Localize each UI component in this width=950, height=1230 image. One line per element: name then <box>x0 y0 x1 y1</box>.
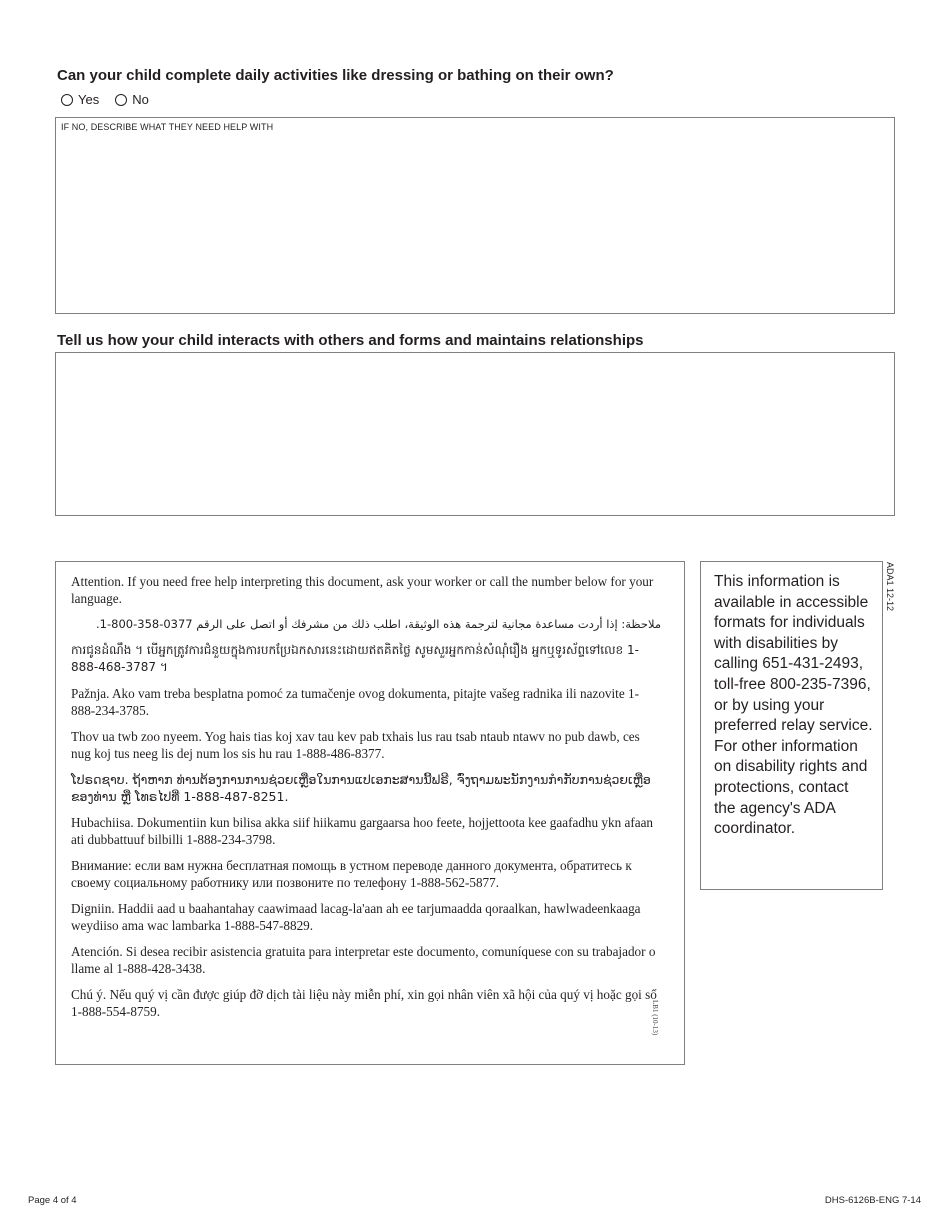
ada-notice-text: This information is available in accessible formats for individuals with disabilities by calling 651-431-2493, toll-free 800-235-7396, or by using your preferred relay service. For other information on disability rights and protections, contact the agency's ADA coordinator. <box>714 573 873 838</box>
radio-yes-label: Yes <box>78 92 100 107</box>
ada-notice <box>700 561 883 890</box>
relationships-field[interactable] <box>55 352 895 516</box>
notice-arabic: ملاحظة: إذا أردت مساعدة مجانية لترجمة هذه الوثيقة، اطلب ذلك من مشرفك أو اتصل على الرقم 0377-358-800-1. <box>96 617 661 631</box>
ada-notice-code: ADA1 12-12 <box>885 562 895 612</box>
help-description-label: IF NO, DESCRIBE WHAT THEY NEED HELP WITH <box>61 122 274 132</box>
help-description-field[interactable] <box>55 117 895 314</box>
notice-khmer: ការជូនដំណឹង ។ បើអ្នកត្រូវការជំនួយក្នុងការបកប្រែឯកសារនេះដោយឥតគិតថ្លៃ សូមសួរអ្នកកាន់សំណុំរឿង អ្នកឬទូរស័ព្ទទៅលេខ 1-888-468-3787 ។ <box>71 643 639 674</box>
form-id: DHS-6126B-ENG 7-14 <box>824 1195 921 1206</box>
notice-somali: Digniin. Haddii aad u baahantahay caawimaad lacag-la'aan ah ee tarjumaadda qoraalkan, hawlwadeenkaaga weydiiso ama wac lambarka 1-888-547-8829. <box>71 901 641 933</box>
page-number: Page 4 of 4 <box>28 1195 77 1206</box>
language-assistance-notice <box>55 561 685 1065</box>
notice-hmong: Thov ua twb zoo nyeem. Yog hais tias koj xav tau kev pab txhais lus rau tsab ntaub ntawv no pub dawb, ces nug koj tus neeg lis dej num los sis hu rau 1-888-486-8377. <box>71 729 640 761</box>
language-notice-form-code: LB1 (10-13) <box>651 1000 659 1036</box>
radio-circle-icon[interactable] <box>61 94 73 106</box>
notice-bosnian: Pažnja. Ako vam treba besplatna pomoć za tumačenje ovog dokumenta, pitajte vašeg radnika ili nazovite 1-888-234-3785. <box>71 686 639 718</box>
question-relationships: Tell us how your child interacts with others and forms and maintains relationships <box>57 332 644 349</box>
radio-no[interactable] <box>115 92 149 107</box>
notice-lao: ໂປຣດຊາບ. ຖ້າຫາກ ທ່ານຕ້ອງການການຊ່ວຍເຫຼືອໃນການແປເອກະສານນີ້ຟຣີ, ຈົ່ງຖາມພະນັກງານກໍາກັບການຊ່ວຍເຫຼືອຂອງທ່ານ ຫຼື ໂທຣໄປທີ່ 1-888-487-8251. <box>71 772 651 804</box>
daily-activities-radio-group <box>61 92 165 107</box>
radio-no-label: No <box>132 92 149 107</box>
notice-english: Attention. If you need free help interpreting this document, ask your worker or call the number below for your language. <box>71 574 654 606</box>
question-daily-activities: Can your child complete daily activities like dressing or bathing on their own? <box>57 67 614 84</box>
notice-oromo: Hubachiisa. Dokumentiin kun bilisa akka siif hiikamu gargaarsa hoo feete, hojjettoota kee gaafadhu ykn afaan ati dubbattuuf bilbilli 1-888-234-3798. <box>71 815 654 847</box>
notice-vietnamese: Chú ý. Nếu quý vị cần được giúp đỡ dịch tài liệu này miễn phí, xin gọi nhân viên xã hội của quý vị hoặc gọi số 1-888-554-8759. <box>71 987 657 1019</box>
notice-russian: Внимание: если вам нужна бесплатная помощь в устном переводе данного документа, обратитесь к своему социальному работнику или позвоните по телефону 1-888-562-5877. <box>71 858 632 890</box>
radio-yes[interactable] <box>61 92 99 107</box>
notice-spanish: Atención. Si desea recibir asistencia gratuita para interpretar este documento, comuníquese con su trabajador o llame al 1-888-428-3438. <box>71 944 656 976</box>
radio-circle-icon[interactable] <box>115 94 127 106</box>
